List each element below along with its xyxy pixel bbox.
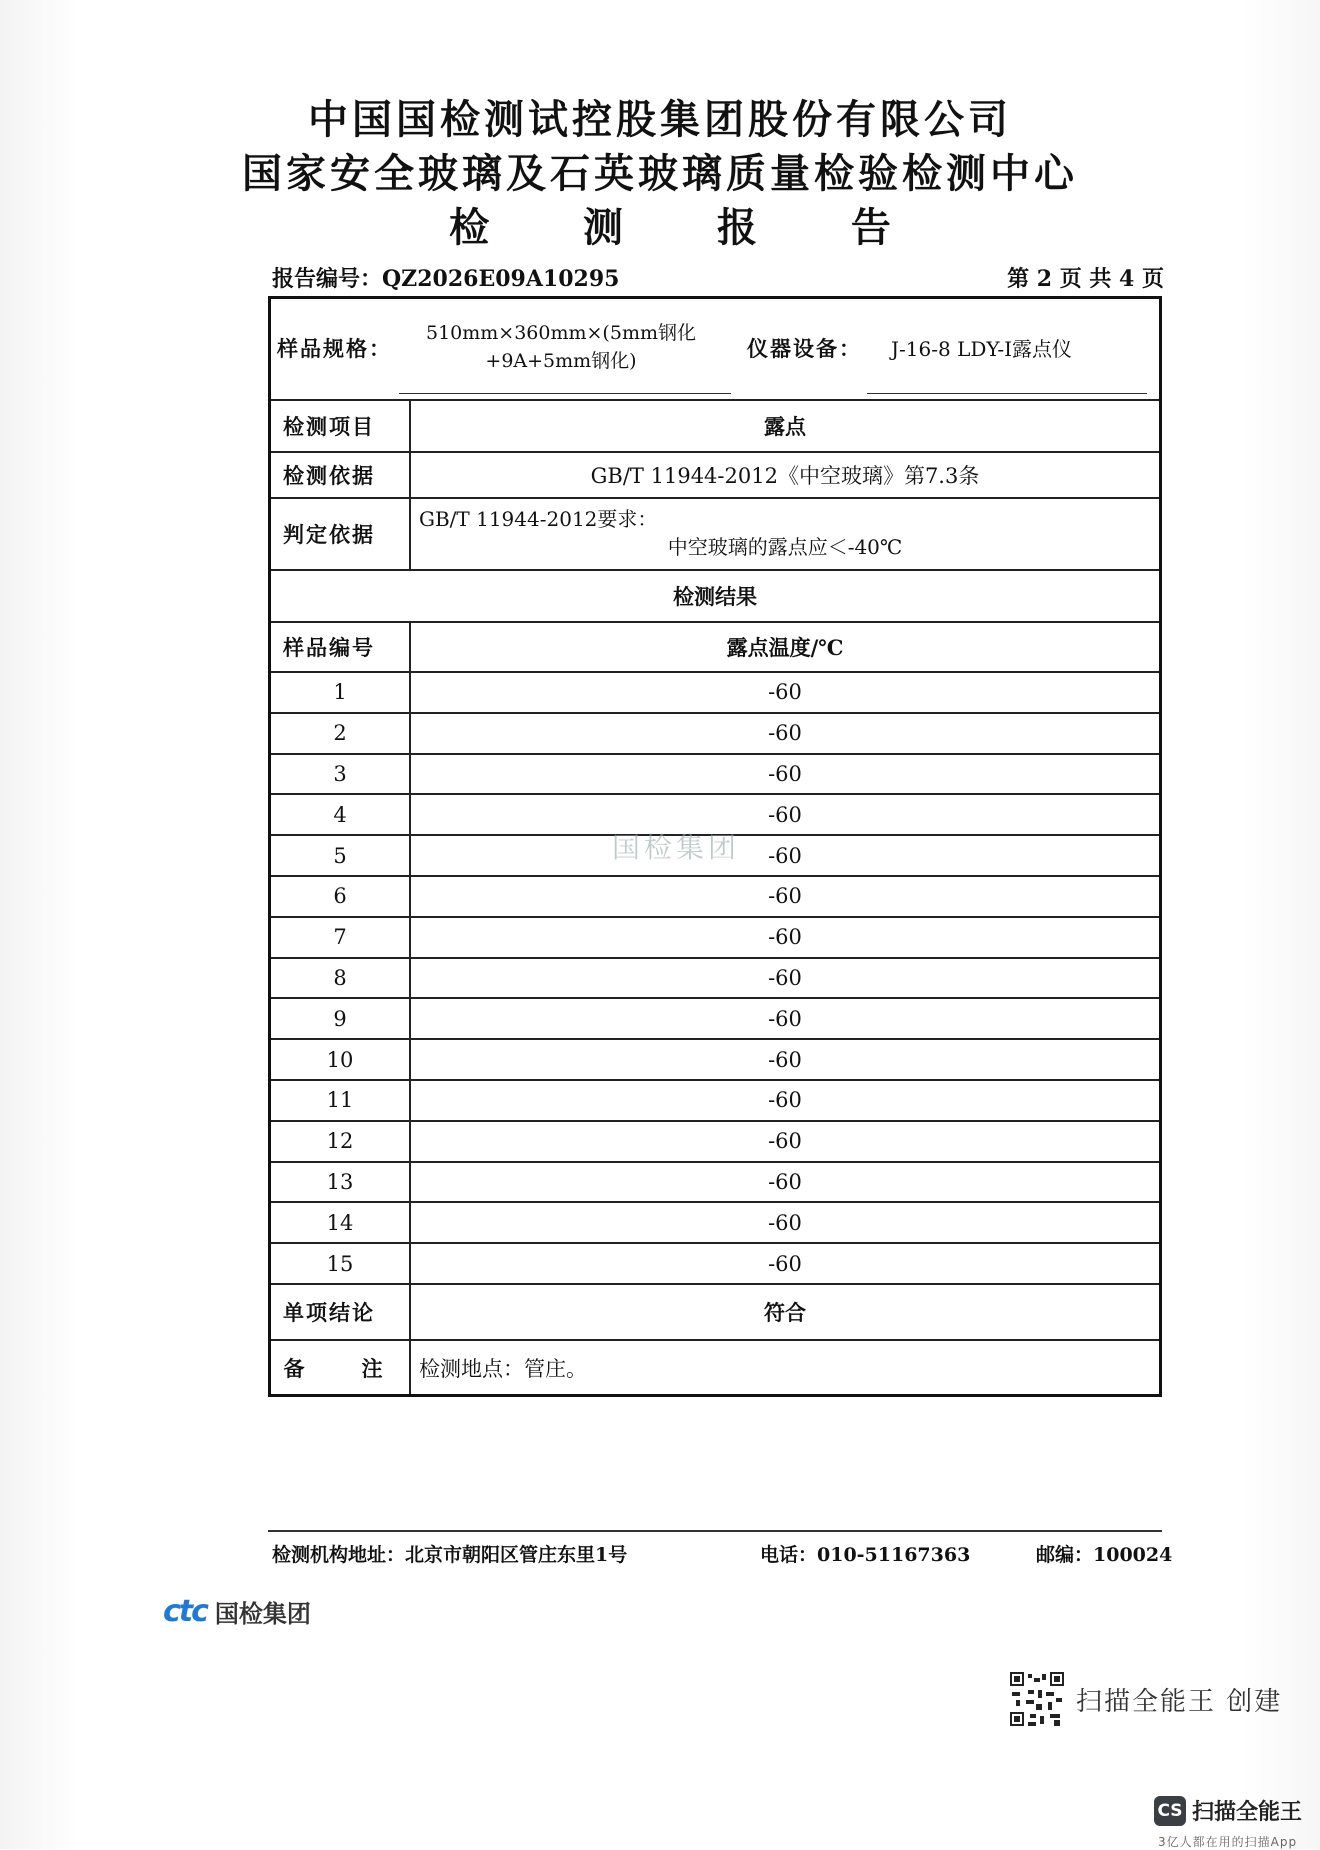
result-dew-point: -60 (410, 672, 1161, 713)
spec-label: 样品规格： (277, 336, 392, 361)
results-title: 检测结果 (270, 570, 1161, 622)
remarks-row (270, 1340, 1161, 1396)
result-row (270, 754, 1161, 795)
judge-basis-line1: GB/T 11944-2012要求： (419, 507, 658, 531)
result-sample-no: 15 (270, 1243, 411, 1284)
result-dew-point: -60 (410, 1162, 1161, 1203)
result-sample-no: 8 (270, 958, 411, 999)
test-item-label: 检测项目 (270, 400, 411, 452)
result-sample-no: 4 (270, 794, 411, 835)
col-value-header: 露点温度/℃ (410, 622, 1161, 672)
result-sample-no: 2 (270, 713, 411, 754)
scanner-credit (1010, 1672, 1282, 1726)
result-sample-no: 13 (270, 1162, 411, 1203)
test-item-row (270, 400, 1161, 452)
spec-value (401, 319, 721, 375)
spec-cell (270, 298, 1161, 401)
report-number: 报告编号：QZ2026E09A10295 (272, 266, 620, 292)
result-row (270, 998, 1161, 1039)
footer-tel: 电话：010-51167363 (760, 1544, 971, 1566)
result-dew-point: -60 (410, 876, 1161, 917)
instrument-value: J-16-8 LDY-Ⅰ露点仪 (891, 337, 1073, 361)
result-sample-no: 7 (270, 917, 411, 958)
col-sample-header: 样品编号 (270, 622, 411, 672)
camscanner-badge (1154, 1795, 1302, 1826)
result-row (270, 876, 1161, 917)
remarks-label: 备 注 (270, 1340, 411, 1396)
camscanner-tagline: 3亿人都在用的扫描App (1158, 1835, 1298, 1849)
test-item-value: 露点 (410, 400, 1161, 452)
test-basis-label: 检测依据 (270, 452, 411, 498)
result-dew-point: -60 (410, 1121, 1161, 1162)
spec-value-line1: 510mm×360mm×(5mm钢化 (426, 322, 696, 344)
ctc-logo-mark: ctc (163, 1594, 207, 1629)
result-row (270, 1243, 1161, 1284)
test-basis-row (270, 452, 1161, 498)
camscanner-name: 扫描全能王 (1192, 1800, 1303, 1825)
result-row (270, 1039, 1161, 1080)
result-dew-point: -60 (410, 958, 1161, 999)
scanner-created-by: 扫描全能王 创建 (1076, 1686, 1283, 1717)
result-sample-no: 6 (270, 876, 411, 917)
result-dew-point: -60 (410, 1039, 1161, 1080)
spec-underline (399, 393, 731, 394)
test-basis-value: GB/T 11944-2012《中空玻璃》第7.3条 (410, 452, 1161, 498)
remarks-value: 检测地点：管庄。 (410, 1340, 1161, 1396)
result-row (270, 1121, 1161, 1162)
page-info: 第 2 页 共 4 页 (1007, 266, 1164, 292)
result-dew-point: -60 (410, 835, 1161, 876)
result-dew-point: -60 (410, 794, 1161, 835)
footer-address: 检测机构地址：北京市朝阳区管庄东里1号 (272, 1544, 628, 1566)
company-name: 中国国检测试控股集团股份有限公司 (308, 96, 1012, 143)
result-row (270, 917, 1161, 958)
result-sample-no: 3 (270, 754, 411, 795)
footer-zip: 邮编：100024 (1036, 1544, 1173, 1566)
judge-basis-row (270, 498, 1161, 570)
judge-basis-line2: 中空玻璃的露点应＜-40℃ (667, 535, 903, 559)
result-row (270, 1080, 1161, 1121)
ctc-logo-name: 国检集团 (214, 1600, 311, 1628)
instrument-label: 仪器设备： (747, 336, 862, 361)
footer-divider (268, 1530, 1162, 1532)
result-sample-no: 14 (270, 1202, 411, 1243)
result-dew-point: -60 (410, 754, 1161, 795)
report-title: 检 测 报 告 (449, 204, 931, 251)
spec-row (270, 298, 1161, 401)
result-sample-no: 12 (270, 1121, 411, 1162)
result-dew-point: -60 (410, 998, 1161, 1039)
result-sample-no: 9 (270, 998, 411, 1039)
result-row (270, 1202, 1161, 1243)
instrument-underline (867, 393, 1147, 394)
results-title-row (270, 570, 1161, 622)
judge-basis-label: 判定依据 (270, 498, 411, 570)
result-dew-point: -60 (410, 917, 1161, 958)
result-dew-point: -60 (410, 1243, 1161, 1284)
result-row (270, 958, 1161, 999)
qr-code-icon (1010, 1672, 1064, 1726)
conclusion-row (270, 1284, 1161, 1340)
result-dew-point: -60 (410, 1080, 1161, 1121)
result-dew-point: -60 (410, 713, 1161, 754)
watermark: 国检集团 (612, 831, 741, 864)
result-sample-no: 5 (270, 835, 411, 876)
spec-value-line2: +9A+5mm钢化) (485, 350, 637, 372)
judge-basis-cell (410, 498, 1161, 570)
result-row (270, 672, 1161, 713)
camscanner-icon: CS (1154, 1796, 1186, 1826)
result-row (270, 713, 1161, 754)
result-sample-no: 11 (270, 1080, 411, 1121)
center-name: 国家安全玻璃及石英玻璃质量检验检测中心 (242, 150, 1078, 197)
result-rows (270, 672, 1161, 1284)
result-dew-point: -60 (410, 1202, 1161, 1243)
result-row (270, 1162, 1161, 1203)
conclusion-value: 符合 (410, 1284, 1161, 1340)
ctc-logo (163, 1594, 311, 1629)
result-sample-no: 1 (270, 672, 411, 713)
result-sample-no: 10 (270, 1039, 411, 1080)
conclusion-label: 单项结论 (270, 1284, 411, 1340)
results-header-row (270, 622, 1161, 672)
